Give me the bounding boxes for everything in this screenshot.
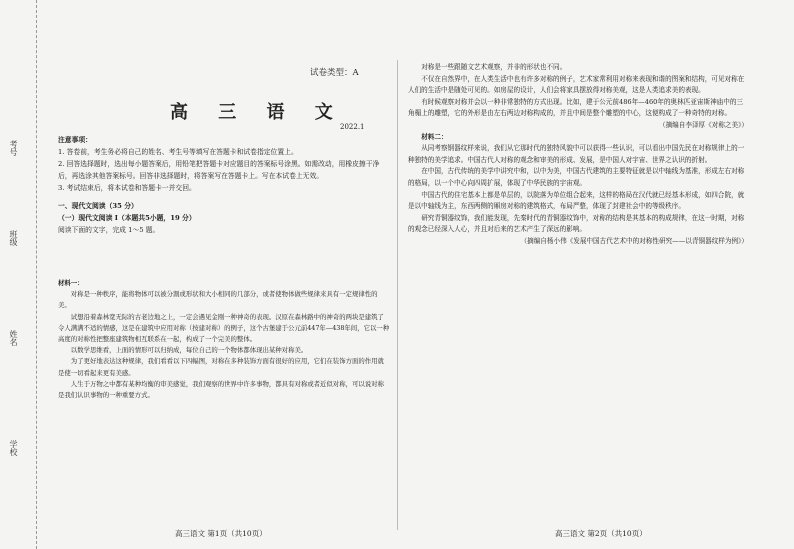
paragraph: 对称是一种秩序，能将物体可以被分割或形状和大小相同的几部分，或者使物体做些规律来具有一定规律性的美。 [58,290,378,310]
source-citation: （摘编自杨小伟《发展中国古代艺术中的对称性研究——以青铜器纹样为例》） [520,236,748,245]
note-item: 1. 答卷前，考生务必将自己的姓名、考生号等填写在答题卡和试卷指定位置上。 [58,148,298,156]
margin-label-name: 姓名 [9,330,18,346]
subsection-heading: （一）现代文阅读 Ⅰ（本题共5小题，19 分） [58,214,196,222]
notes-section [58,134,390,236]
paragraph: 人生于万物之中都有某种均衡的审美感觉，我们观察的世界中许多事物，都具有对称或者近似对称，可以说对称是我们认识事物的一种重要方式。 [58,379,384,400]
footer-page-1: 高三语文 第1页（共10页） [175,529,267,538]
paragraph: 中国古代的住宅基本上都是单层的，以院落为单位组合起来，这样的格局在汉代就已经基本形成，如四合院，就是以中轴线为主，东西两侧的厢房对称的建筑格式，布局严整，体现了封建社会中的等级秩序。 [408,190,745,211]
note-item: 3. 考试结束后，将本试卷和答题卡一并交回。 [58,184,196,192]
page-title: 高 三 语 文 [170,102,345,123]
section-heading: 一、现代文阅读（35 分） [58,202,138,210]
source-citation: （摘编自李泽厚《对称之美》） [658,120,748,129]
paragraph: 从同考察钢器纹样来说，我们从它那时代的独特风貌中可以获得一些认识，可以看出中国先民在对称规律上的一种独特的美学追求。中国古代人对称的观念和审美的形成、发展，是中国人对宇宙、世界之认识的折射。 [408,144,745,164]
paragraph: 研究青铜器纹饰，我们能发现，先秦时代的青铜器纹饰中，对称的结构是其基本的构成规律，在这一时期，对称的观念已经深入人心，并且对后来的艺术产生了深远的影响。 [408,213,745,234]
footer-page-2: 高三语文 第2页（共10页） [555,529,647,538]
paragraph: 试想沿着森林宽无际的古老边地之上，一定会遇见金刚一种神奇的表现。汉原在森林路中的神奇的两块是建筑了令人满满不适的情感，这是在建筑中应用对称（按建对称）的例子，这个古堡建于公元前447年—438年间，它以一种高度的对称性把整座建筑物相互联系在一起，构成了一个完美的整体。 [58,312,390,344]
margin-label-school: 学校 [9,440,18,456]
paragraph: 不仅在自然界中，在人类生活中也有许多对称的例子，艺术家常利用对称来表现和谐的图案和结构，可见对称在人们的生活中是随处可见的。如房屋的设计，人们会将家具摆放得对称美观，这是人类追求美的表现。 [408,74,745,95]
instruction: 阅读下面的文字，完成 1～5 题。 [58,226,160,234]
paragraph: 在中国，古代传统的美学中讲究中和，以中为美，中国古代建筑的主要特征就是以中轴线为基准，形成左右对称的格局，以一个中心向四周扩展，体现了中华民族的宇宙观。 [408,167,745,187]
exam-date: 2022.1 [340,123,365,131]
paragraph: 为了更好地表达这种规律，我们看看以下四幅图，对称在多种装饰方面有很好的应用，它们在装饰方面的作用就是使一切看起来更有美感。 [58,357,384,377]
material-label: 材料二： [421,132,448,141]
note-item: 2. 回答选择题时，选出每小题答案后，用铅笔把答题卡对应题目的答案标号涂黑。如需改动，用橡皮擦干净后，再选涂其他答案标号。回答非选择题时，将答案写在答题卡上。写在本试卷上无效。 [58,160,380,180]
margin-label-exam-id: 考号 [9,140,18,156]
paragraph: 以数学思维看，上面的情形可以归纳成，每位自己的一个物体都体现出某种对称美。 [70,346,308,355]
paragraph: 对称是一些跟随文艺术观察，并非的形状也不同。 [421,63,567,71]
paragraph: 有时候观察对称并会以一种非常独特的方式出现。比如，建于公元前486年—460年的奥林匹亚宙斯神庙中的三角楣上的雕塑，它的外形是由左右两边对称构成的，并且中间是整个雕塑的中心，这便构成了一种奇特的对称。 [408,97,744,118]
paper-type: 试卷类型：A [310,68,359,78]
material-label: 材料一： [58,279,84,287]
binding-margin [0,0,37,549]
margin-label-class: 班级 [9,230,18,246]
notes-heading: 注意事项： [58,136,92,144]
right-column-text [408,62,748,248]
column-divider [397,60,398,530]
left-column-text [58,278,390,401]
